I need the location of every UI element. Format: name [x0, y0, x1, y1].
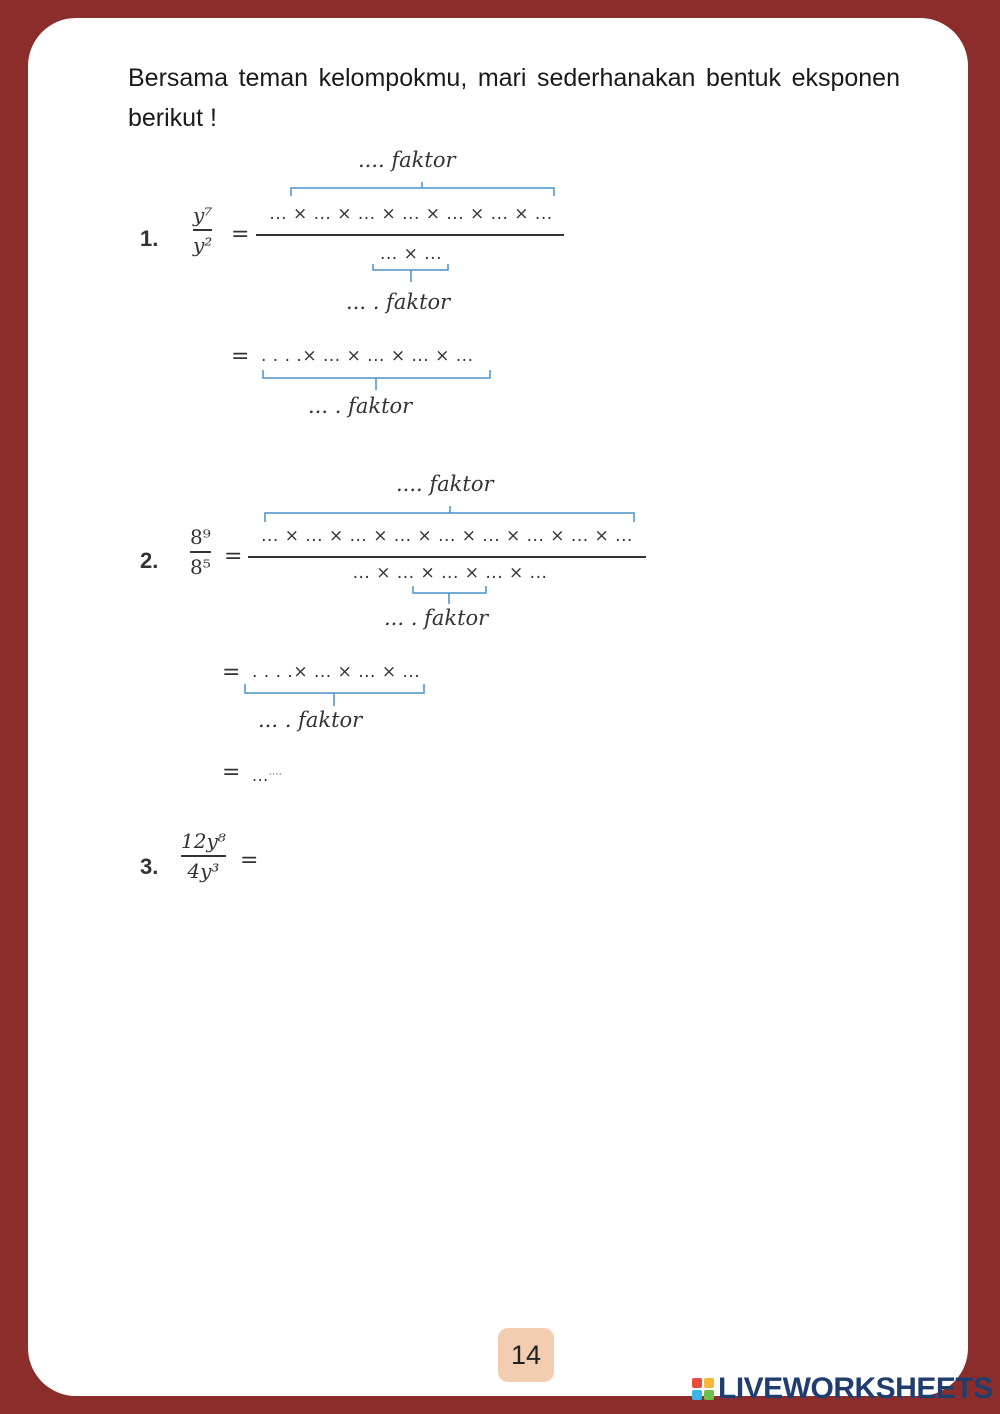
problem-2-top-label: .... faktor	[396, 472, 494, 496]
problem-1-top-brace	[290, 182, 556, 198]
problem-2-bottom-brace	[412, 586, 488, 606]
problem-1-top-label: .... faktor	[358, 148, 456, 172]
problem-1-result-brace	[262, 370, 492, 390]
problem-1-numerator: y⁷	[193, 203, 213, 227]
problem-1-bottom-product: ... × ...	[380, 244, 442, 264]
brand-square-green	[704, 1390, 714, 1400]
problem-2-equals: =	[224, 544, 243, 569]
problem-1-fraction-bar	[256, 234, 564, 236]
brand-name: LIVEWORKSHEETS	[718, 1372, 993, 1405]
instruction-text: Bersama teman kelompokmu, mari sederhanakan bentuk eksponen berikut !	[128, 64, 900, 132]
problem-3-fraction	[181, 828, 226, 884]
problem-3-number: 3.	[140, 854, 159, 879]
problem-1-top-product: ... × ... × ... × ... × ... × ... × ...	[269, 204, 553, 224]
liveworksheets-logo[interactable]	[692, 1372, 993, 1406]
problem-2-result-brace	[244, 684, 426, 706]
problem-2-result-equals: =	[222, 660, 241, 685]
problem-1-bottom-brace	[372, 264, 450, 284]
problem-1-equals: =	[231, 222, 250, 247]
problem-2-top-product: ... × ... × ... × ... × ... × ... × ... × ... × ...	[261, 526, 633, 546]
problem-2-bottom-label: ... . faktor	[384, 606, 489, 630]
problem-2-result-product: . . . .× ... × ... × ...	[252, 662, 421, 682]
problem-2-number: 2.	[140, 548, 159, 573]
problem-2-denominator: 8⁵	[190, 554, 211, 579]
brand-square-yellow	[704, 1378, 714, 1388]
problem-1-result-product: . . . .× ... × ... × ... × ...	[261, 346, 474, 366]
brand-grid-icon	[692, 1378, 714, 1400]
problem-2-final-equals: =	[222, 760, 241, 785]
problem-1-fraction	[193, 202, 212, 258]
brand-square-blue	[692, 1390, 702, 1400]
problem-3-denominator: 4y³	[187, 858, 220, 883]
problem-3-numerator: 12y⁸	[181, 829, 226, 853]
problem-1-result-label: ... . faktor	[308, 394, 413, 418]
problem-2-fraction-bar	[248, 556, 646, 558]
brand-square-red	[692, 1378, 702, 1388]
problem-2-final-exponent: ....	[268, 767, 283, 778]
problem-2-bottom-product: ... × ... × ... × ... × ...	[352, 563, 548, 583]
problem-2-numerator: 8⁹	[190, 525, 211, 549]
worksheet-page	[28, 18, 968, 1396]
problem-1-number: 1.	[140, 226, 159, 251]
page-number: 14	[498, 1328, 554, 1382]
problem-1-result-equals: =	[231, 344, 250, 369]
problem-2-final-value: .......	[252, 766, 283, 785]
problem-2-top-brace	[264, 506, 636, 524]
problem-2-fraction	[190, 524, 211, 580]
problem-1-denominator: y²	[193, 232, 213, 257]
problem-1-bottom-label: ... . faktor	[346, 290, 451, 314]
problem-3-equals: =	[240, 848, 259, 873]
problem-2-result-label: ... . faktor	[258, 708, 363, 732]
